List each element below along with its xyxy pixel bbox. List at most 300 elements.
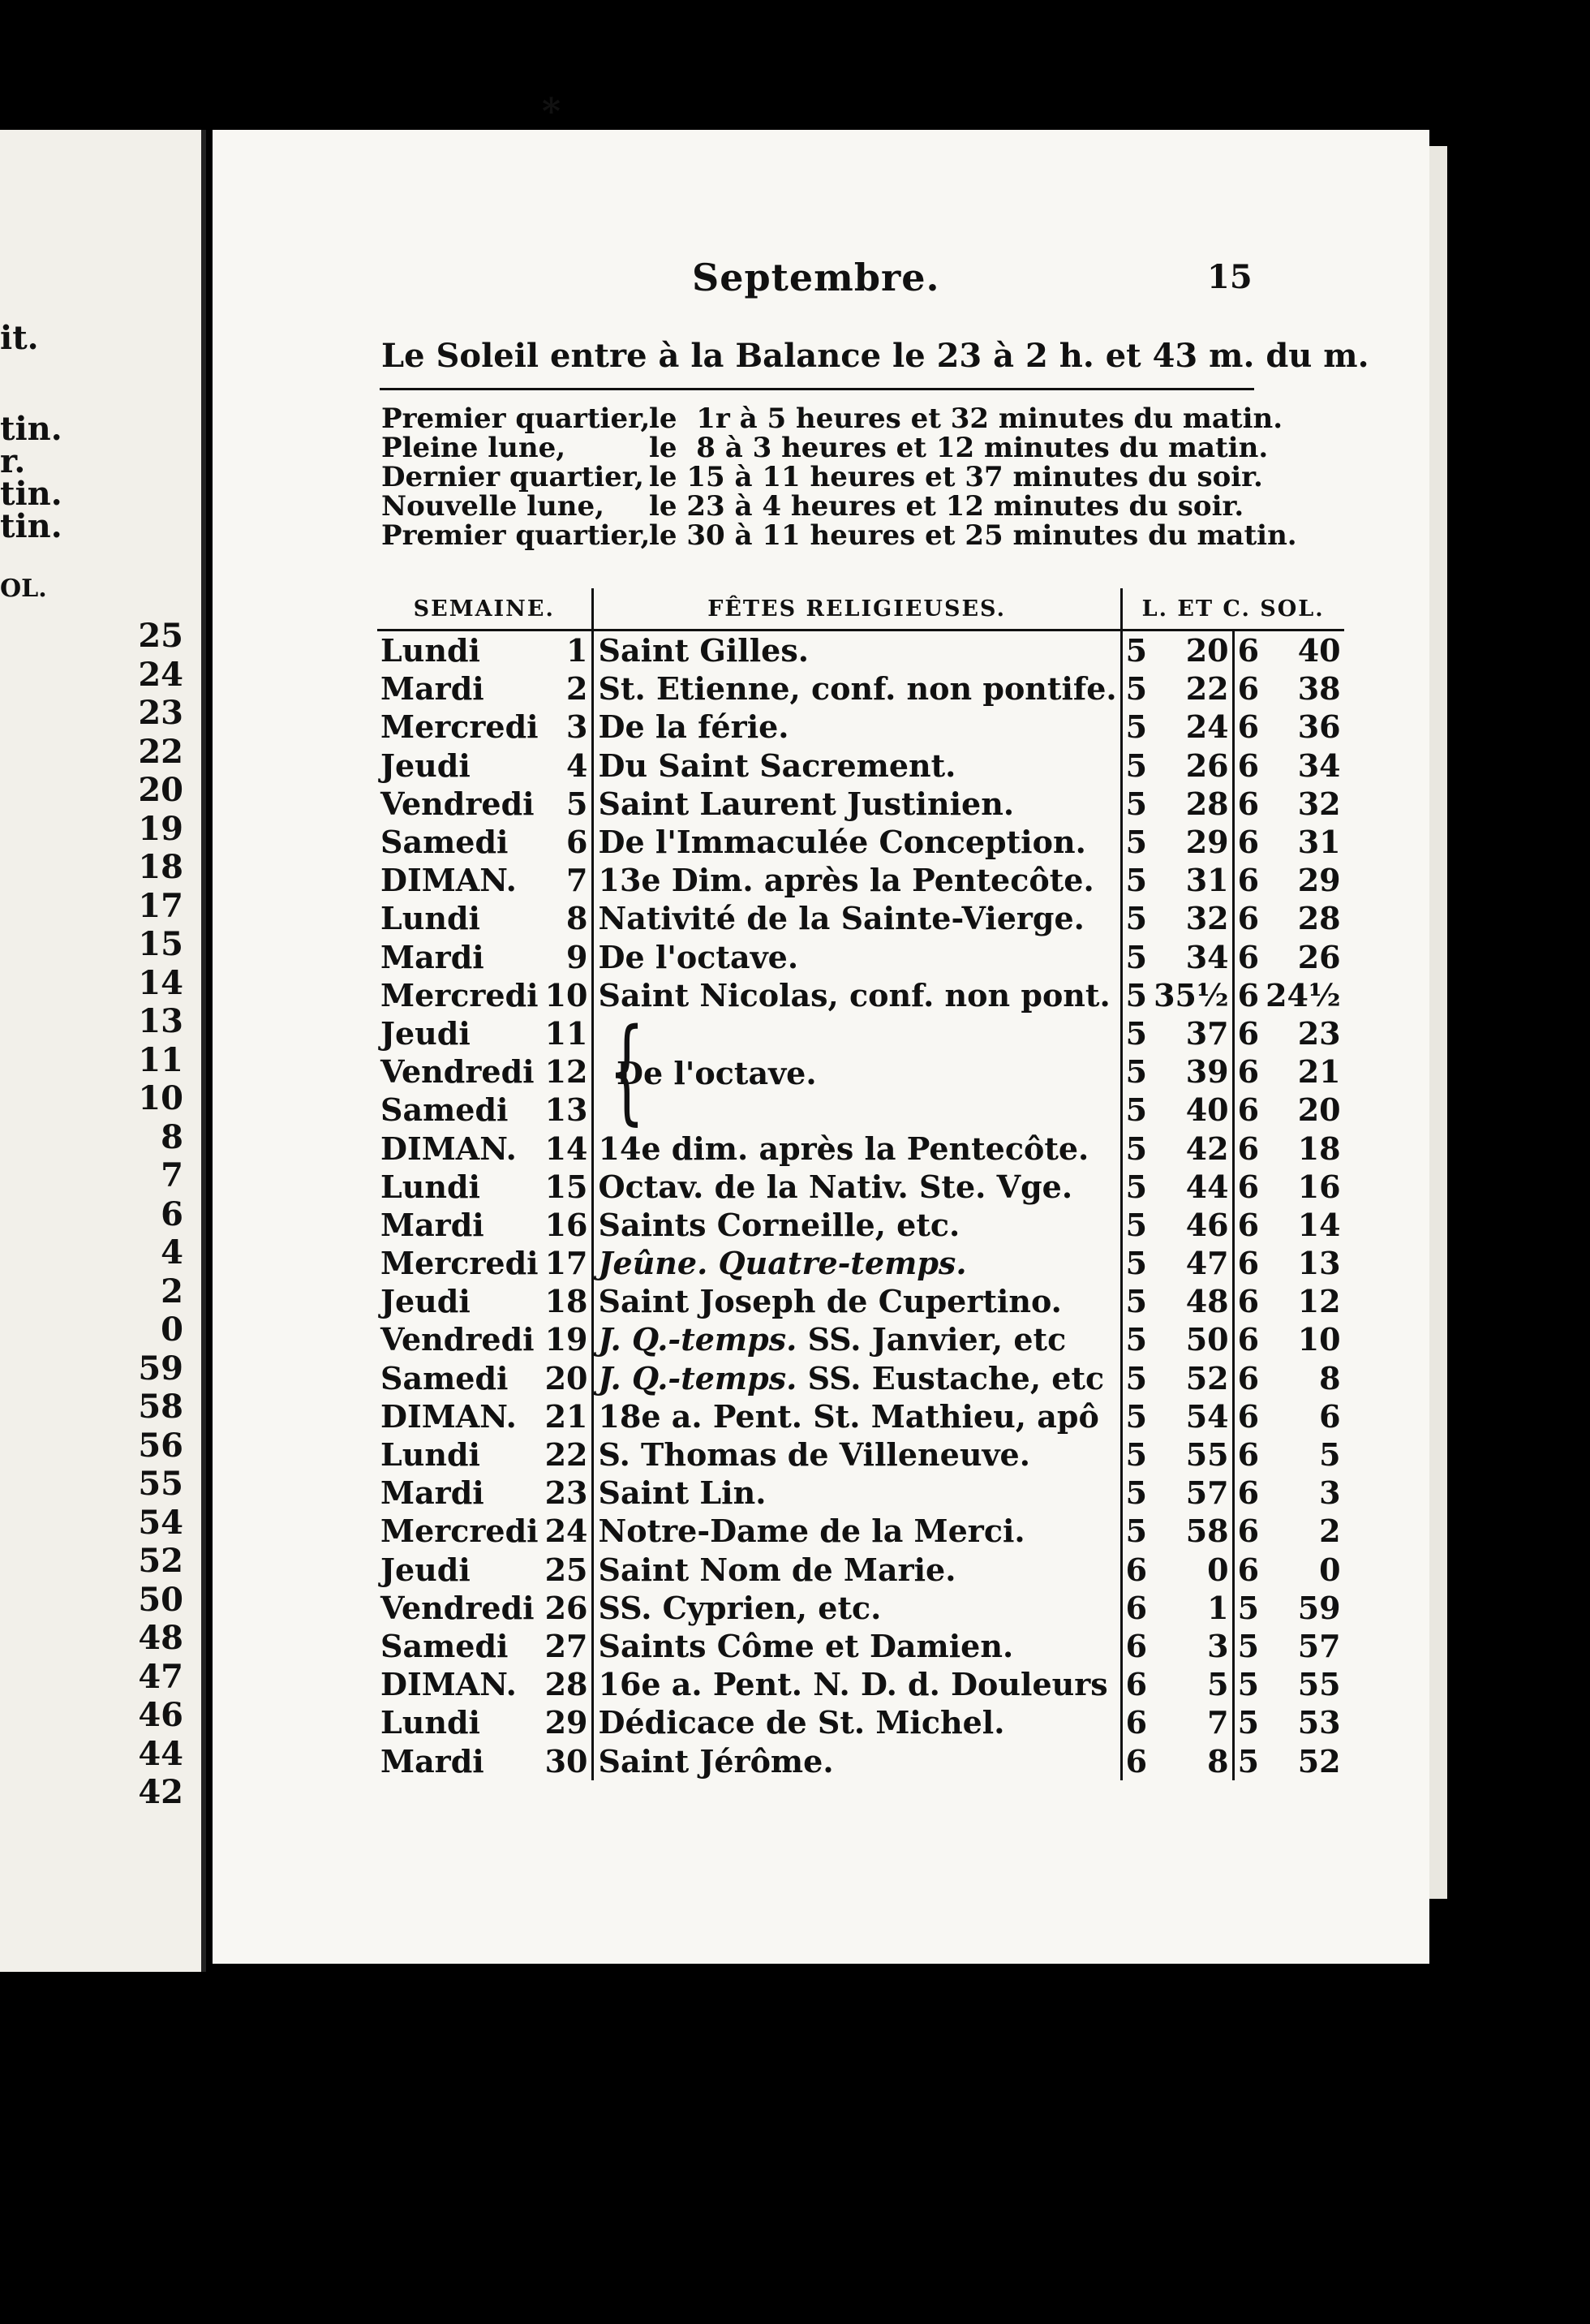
feast-cell [592, 785, 1121, 823]
feast-cell [592, 1091, 1121, 1129]
table-row [377, 1129, 1344, 1167]
date-cell: 17 [542, 1244, 592, 1282]
left-number: 56 [138, 1426, 183, 1465]
left-number: 13 [138, 1002, 183, 1040]
left-fragment-text: r. [0, 442, 26, 480]
left-number: 7 [161, 1156, 183, 1194]
sunset-hour-cell: 6 [1237, 1130, 1260, 1167]
sunrise-minute-cell: 50 [1150, 1320, 1233, 1358]
sunrise-hour-cell: 5 [1125, 670, 1148, 708]
sunset-minute-cell: 23 [1297, 1014, 1341, 1052]
date-cell: 19 [542, 1320, 592, 1358]
left-number: 18 [138, 848, 183, 886]
feast-text: St. Etienne, conf. non pontife. [598, 670, 1117, 708]
feast-cell [592, 1014, 1121, 1052]
sunrise-minute-cell: 48 [1150, 1282, 1233, 1320]
table-row [377, 1397, 1344, 1435]
table-row [377, 1359, 1344, 1397]
feast-cell [592, 630, 1121, 670]
date-cell: 2 [542, 669, 592, 708]
sunrise-minute-cell: 39 [1150, 1052, 1233, 1091]
sunrise-minute-cell: 29 [1150, 823, 1233, 861]
date-cell: 4 [542, 747, 592, 785]
brace-glyph: { [608, 1005, 645, 1137]
day-cell: Mardi [380, 1474, 484, 1512]
left-number: 50 [138, 1580, 183, 1619]
sunrise-minute-cell: 31 [1150, 861, 1233, 899]
feast-text: Saints Côme et Damien. [598, 1627, 1014, 1664]
feast-cell [592, 1474, 1121, 1512]
feast-text: Saint Nom de Marie. [598, 1551, 956, 1588]
sun-entry-line: Le Soleil entre à la Balance le 23 à 2 h. et 43 m. du m. [381, 337, 1369, 375]
day-cell: Mardi [380, 1742, 484, 1780]
feast-cell [592, 1703, 1121, 1741]
page-title: Septembre. [692, 256, 940, 299]
sunrise-minute-cell: 37 [1150, 1014, 1233, 1052]
sunset-minute-cell: 59 [1297, 1589, 1341, 1626]
sunrise-hour-cell: 5 [1125, 632, 1148, 669]
sunset-minute-cell: 53 [1297, 1704, 1341, 1741]
sunset-hour-cell: 6 [1237, 1436, 1260, 1474]
sunrise-hour-cell: 5 [1125, 1359, 1148, 1397]
left-number: 8 [161, 1117, 183, 1156]
sunset-minute-cell: 24½ [1266, 976, 1341, 1014]
sunrise-minute-cell: 47 [1150, 1244, 1233, 1282]
sunrise-hour-cell: 5 [1125, 1245, 1148, 1282]
date-cell: 13 [542, 1091, 592, 1129]
sunrise-hour-cell: 6 [1125, 1742, 1148, 1780]
sunset-hour-cell: 6 [1237, 1245, 1260, 1282]
left-number: 55 [138, 1465, 183, 1503]
feast-text: De la férie. [598, 708, 789, 746]
moon-phase-name: Nouvelle lune, [381, 490, 604, 523]
sunrise-hour-cell: 5 [1125, 708, 1148, 746]
feast-cell [592, 938, 1121, 976]
sunset-minute-cell: 28 [1297, 900, 1341, 937]
sunset-minute-cell: 20 [1297, 1091, 1341, 1129]
sunrise-hour-cell: 6 [1125, 1627, 1148, 1664]
sunset-hour-cell: 5 [1237, 1627, 1260, 1664]
sunset-hour-cell: 6 [1237, 824, 1260, 861]
day-cell: Samedi [380, 824, 509, 861]
sunrise-hour-cell: 5 [1125, 1436, 1148, 1474]
date-cell: 12 [542, 1052, 592, 1091]
moon-phase-name: Pleine lune, [381, 432, 566, 464]
sunrise-minute-cell: 34 [1150, 938, 1233, 976]
table-header-row [377, 588, 1344, 630]
sunrise-hour-cell: 5 [1125, 862, 1148, 899]
feast-text: SS. Cyprien, etc. [598, 1589, 882, 1626]
left-number: 11 [138, 1040, 183, 1079]
feast-cell [592, 1627, 1121, 1665]
sunset-minute-cell: 14 [1297, 1206, 1341, 1243]
moon-phases [381, 404, 1297, 550]
sunset-minute-cell: 3 [1319, 1474, 1341, 1512]
feast-text: Notre-Dame de la Merci. [598, 1513, 1025, 1550]
feast-text: SS. Janvier, etc [797, 1321, 1067, 1358]
sunrise-minute-cell: 26 [1150, 747, 1233, 785]
feast-text: 16e a. Pent. N. D. d. Douleurs [598, 1666, 1108, 1703]
sunset-minute-cell: 8 [1319, 1359, 1341, 1397]
octave-label: De l'octave. [617, 1055, 817, 1091]
table-row [377, 1091, 1344, 1129]
date-cell: 16 [542, 1206, 592, 1244]
table-row [377, 785, 1344, 823]
date-cell: 26 [542, 1589, 592, 1627]
moon-phase-time: le 30 à 11 heures et 25 minutes du matin. [649, 519, 1297, 552]
feast-text: 13e Dim. après la Pentecôte. [598, 862, 1094, 899]
date-cell: 23 [542, 1474, 592, 1512]
day-cell: DIMAN. [380, 1397, 517, 1435]
moon-phase-time: le 1r à 5 heures et 32 minutes du matin. [649, 402, 1283, 435]
table-row [377, 1627, 1344, 1665]
sunset-hour-cell: 6 [1237, 900, 1260, 937]
day-cell: Jeudi [380, 1014, 471, 1052]
sunset-hour-cell: 6 [1237, 670, 1260, 708]
sunrise-hour-cell: 5 [1125, 1091, 1148, 1129]
sunset-hour-cell: 6 [1237, 1014, 1260, 1052]
date-cell: 6 [542, 823, 592, 861]
sunset-minute-cell: 26 [1297, 938, 1341, 975]
table-row [377, 976, 1344, 1014]
sunset-hour-cell: 5 [1237, 1666, 1260, 1703]
sunrise-hour-cell: 5 [1125, 1053, 1148, 1091]
table-row [377, 1589, 1344, 1627]
feast-cell [592, 1168, 1121, 1206]
day-cell: Mercredi [380, 1513, 539, 1550]
date-cell: 30 [542, 1741, 592, 1780]
sunrise-hour-cell: 5 [1125, 785, 1148, 822]
date-cell: 1 [542, 630, 592, 670]
feast-cell [592, 899, 1121, 937]
feast-italic-text: J. Q.-temps. [598, 1321, 797, 1358]
sunset-hour-cell: 6 [1237, 785, 1260, 822]
feast-cell [592, 1282, 1121, 1320]
table-row [377, 823, 1344, 861]
left-number: 6 [161, 1194, 183, 1233]
feast-cell [592, 1589, 1121, 1627]
date-cell: 3 [542, 708, 592, 746]
table-row [377, 1703, 1344, 1741]
sunrise-hour-cell: 5 [1125, 1513, 1148, 1550]
sunset-hour-cell: 6 [1237, 1168, 1260, 1205]
sunset-hour-cell: 6 [1237, 938, 1260, 975]
table-row [377, 1435, 1344, 1474]
moon-phase-row [381, 433, 1297, 463]
date-cell: 22 [542, 1435, 592, 1474]
left-number: 14 [138, 963, 183, 1002]
sunrise-hour-cell: 6 [1125, 1666, 1148, 1703]
date-cell: 27 [542, 1627, 592, 1665]
moon-phase-row [381, 521, 1297, 550]
table-row [377, 669, 1344, 708]
feast-cell [592, 1359, 1121, 1397]
feast-text: De l'octave. [598, 938, 799, 975]
feast-italic-text: J. Q.-temps. [598, 1359, 797, 1397]
day-cell: Lundi [380, 900, 480, 937]
table-row [377, 747, 1344, 785]
day-cell: Jeudi [380, 1283, 471, 1320]
left-number: 46 [138, 1696, 183, 1734]
left-number: 2 [161, 1272, 183, 1310]
sunset-hour-cell: 6 [1237, 1321, 1260, 1358]
date-cell: 8 [542, 899, 592, 937]
day-cell: Vendredi [380, 1589, 535, 1626]
table-row [377, 1282, 1344, 1320]
day-cell: Samedi [380, 1627, 509, 1664]
sunset-minute-cell: 21 [1297, 1053, 1341, 1091]
left-number: 22 [138, 732, 183, 771]
table-row [377, 1168, 1344, 1206]
feast-cell [592, 861, 1121, 899]
feast-cell [592, 1512, 1121, 1550]
left-number: 42 [138, 1773, 183, 1811]
sunset-minute-cell: 29 [1297, 862, 1341, 899]
feast-text: Saints Corneille, etc. [598, 1206, 960, 1243]
feast-text: 14e dim. après la Pentecôte. [598, 1130, 1089, 1167]
left-number: 10 [138, 1079, 183, 1117]
day-cell: DIMAN. [380, 862, 517, 899]
table-row [377, 708, 1344, 746]
date-cell: 5 [542, 785, 592, 823]
left-number: 20 [138, 771, 183, 809]
sunset-minute-cell: 16 [1297, 1168, 1341, 1205]
feast-text: S. Thomas de Villeneuve. [598, 1436, 1030, 1474]
day-cell: Mardi [380, 938, 484, 975]
sunrise-minute-cell: 0 [1150, 1551, 1233, 1589]
left-number-column [138, 617, 183, 1812]
sunrise-hour-cell: 5 [1125, 1321, 1148, 1358]
sunrise-minute-cell: 35½ [1150, 976, 1233, 1014]
sunrise-minute-cell: 42 [1150, 1129, 1233, 1167]
table-row [377, 1244, 1344, 1282]
feast-cell [592, 1665, 1121, 1703]
day-cell: Mercredi [380, 708, 539, 746]
date-cell: 29 [542, 1703, 592, 1741]
sunrise-minute-cell: 22 [1150, 669, 1233, 708]
day-cell: DIMAN. [380, 1666, 517, 1703]
date-cell: 14 [542, 1129, 592, 1167]
feast-cell [592, 1397, 1121, 1435]
day-cell: Jeudi [380, 1551, 471, 1588]
moon-phase-row [381, 463, 1297, 492]
left-number: 54 [138, 1503, 183, 1542]
feast-cell [592, 1435, 1121, 1474]
table-row [377, 1320, 1344, 1358]
header-semaine: SEMAINE. [377, 588, 592, 630]
left-number: 48 [138, 1619, 183, 1657]
day-cell: Lundi [380, 1436, 480, 1474]
sunset-minute-cell: 40 [1297, 632, 1341, 669]
left-fragment-text: tin. [0, 507, 62, 545]
sunset-minute-cell: 36 [1297, 708, 1341, 746]
date-cell: 7 [542, 861, 592, 899]
feast-cell [592, 747, 1121, 785]
feast-cell [592, 669, 1121, 708]
left-fragment-text: OL. [0, 575, 47, 603]
sunrise-hour-cell: 5 [1125, 900, 1148, 937]
feast-cell [592, 708, 1121, 746]
sunrise-hour-cell: 5 [1125, 1014, 1148, 1052]
day-cell: Mercredi [380, 976, 539, 1014]
sunrise-minute-cell: 55 [1150, 1435, 1233, 1474]
sunset-hour-cell: 6 [1237, 1206, 1260, 1243]
sunrise-hour-cell: 5 [1125, 1168, 1148, 1205]
moon-phase-name: Premier quartier, [381, 519, 651, 552]
feast-cell [592, 1206, 1121, 1244]
sunset-hour-cell: 5 [1237, 1704, 1260, 1741]
sunset-minute-cell: 38 [1297, 670, 1341, 708]
sunset-hour-cell: 5 [1237, 1589, 1260, 1626]
date-cell: 21 [542, 1397, 592, 1435]
feast-text: Dédicace de St. Michel. [598, 1704, 1005, 1741]
feast-text: Saint Joseph de Cupertino. [598, 1283, 1062, 1320]
feast-text: De l'Immaculée Conception. [598, 824, 1086, 861]
day-cell: DIMAN. [380, 1130, 517, 1167]
sunrise-minute-cell: 44 [1150, 1168, 1233, 1206]
day-cell: Lundi [380, 632, 480, 669]
sunset-hour-cell: 6 [1237, 862, 1260, 899]
sunrise-hour-cell: 5 [1125, 1206, 1148, 1243]
sunrise-hour-cell: 5 [1125, 824, 1148, 861]
left-number: 52 [138, 1542, 183, 1580]
sunrise-minute-cell: 20 [1150, 630, 1233, 670]
page-number: 15 [1207, 258, 1253, 296]
sunset-hour-cell: 6 [1237, 1397, 1260, 1435]
moon-phase-row [381, 404, 1297, 433]
sunrise-minute-cell: 58 [1150, 1512, 1233, 1550]
sunset-hour-cell: 6 [1237, 1474, 1260, 1512]
sunrise-minute-cell: 54 [1150, 1397, 1233, 1435]
page-mark: * [542, 91, 561, 132]
table-row [377, 630, 1344, 670]
sunset-hour-cell: 6 [1237, 1359, 1260, 1397]
moon-phase-name: Dernier quartier, [381, 461, 645, 493]
header-soleil: L. ET C. SOL. [1121, 588, 1343, 630]
day-cell: Lundi [380, 1168, 480, 1205]
date-cell: 24 [542, 1512, 592, 1550]
table-row [377, 1052, 1344, 1091]
sunrise-minute-cell: 28 [1150, 785, 1233, 823]
moon-phase-time: le 15 à 11 heures et 37 minutes du soir. [649, 461, 1263, 493]
table-row [377, 899, 1344, 937]
sunrise-hour-cell: 6 [1125, 1551, 1148, 1588]
date-cell: 11 [542, 1014, 592, 1052]
table-row [377, 1551, 1344, 1589]
sunrise-hour-cell: 5 [1125, 1397, 1148, 1435]
page-edge [1429, 146, 1447, 1899]
sunset-minute-cell: 52 [1297, 1742, 1341, 1780]
sunrise-minute-cell: 40 [1150, 1091, 1233, 1129]
feast-text: SS. Eustache, etc [797, 1359, 1105, 1397]
date-cell: 28 [542, 1665, 592, 1703]
feast-text: Saint Jérôme. [598, 1742, 834, 1780]
table-row [377, 938, 1344, 976]
sunrise-hour-cell: 6 [1125, 1704, 1148, 1741]
left-number: 15 [138, 925, 183, 963]
sunset-hour-cell: 6 [1237, 1551, 1260, 1588]
day-cell: Lundi [380, 1704, 480, 1741]
sunrise-minute-cell: 3 [1150, 1627, 1233, 1665]
date-cell: 18 [542, 1282, 592, 1320]
sunrise-minute-cell: 8 [1150, 1741, 1233, 1780]
sunset-minute-cell: 31 [1297, 824, 1341, 861]
feast-cell [592, 823, 1121, 861]
sunset-minute-cell: 32 [1297, 785, 1341, 822]
left-number: 44 [138, 1734, 183, 1773]
feast-cell [592, 1244, 1121, 1282]
sunset-hour-cell: 5 [1237, 1742, 1260, 1780]
feast-cell [592, 1320, 1121, 1358]
left-number: 24 [138, 655, 183, 694]
feast-text: 18e a. Pent. St. Mathieu, apô [598, 1397, 1099, 1435]
table-row [377, 1741, 1344, 1780]
sunset-hour-cell: 6 [1237, 747, 1260, 784]
feast-text: Du Saint Sacrement. [598, 747, 956, 784]
table-row [377, 861, 1344, 899]
day-cell: Samedi [380, 1091, 509, 1129]
feast-cell [592, 1741, 1121, 1780]
date-cell: 10 [542, 976, 592, 1014]
table-row [377, 1474, 1344, 1512]
sunset-minute-cell: 6 [1319, 1397, 1341, 1435]
moon-phase-row [381, 492, 1297, 521]
sunrise-minute-cell: 46 [1150, 1206, 1233, 1244]
sunrise-hour-cell: 5 [1125, 1474, 1148, 1512]
sunset-minute-cell: 0 [1319, 1551, 1341, 1588]
sunset-minute-cell: 10 [1297, 1321, 1341, 1358]
left-number: 58 [138, 1388, 183, 1426]
day-cell: Jeudi [380, 747, 471, 784]
sunset-hour-cell: 6 [1237, 1283, 1260, 1320]
sunrise-minute-cell: 7 [1150, 1703, 1233, 1741]
left-number: 23 [138, 694, 183, 732]
left-page-fragment [0, 130, 206, 1972]
feast-italic-text: Jeûne. Quatre-temps. [598, 1245, 967, 1282]
header-fetes: FÊTES RELIGIEUSES. [592, 588, 1121, 630]
sunset-minute-cell: 13 [1297, 1245, 1341, 1282]
sunset-minute-cell: 2 [1319, 1513, 1341, 1550]
table-row [377, 1512, 1344, 1550]
moon-phase-time: le 23 à 4 heures et 12 minutes du soir. [649, 490, 1244, 523]
left-number: 25 [138, 617, 183, 655]
left-number: 17 [138, 886, 183, 925]
feast-cell [592, 1551, 1121, 1589]
sunrise-hour-cell: 5 [1125, 938, 1148, 975]
sunrise-hour-cell: 5 [1125, 976, 1148, 1014]
sunset-hour-cell: 6 [1237, 632, 1260, 669]
sunrise-minute-cell: 5 [1150, 1665, 1233, 1703]
feast-cell [592, 976, 1121, 1014]
day-cell: Mercredi [380, 1245, 539, 1282]
sunrise-hour-cell: 6 [1125, 1589, 1148, 1626]
sunset-minute-cell: 57 [1297, 1627, 1341, 1664]
sunrise-minute-cell: 57 [1150, 1474, 1233, 1512]
sunrise-hour-cell: 5 [1125, 1130, 1148, 1167]
left-fragment-text: it. [0, 319, 39, 357]
moon-phase-name: Premier quartier, [381, 402, 651, 435]
day-cell: Vendredi [380, 785, 535, 822]
sunrise-hour-cell: 5 [1125, 747, 1148, 784]
sunset-hour-cell: 6 [1237, 1513, 1260, 1550]
feast-cell [592, 1129, 1121, 1167]
sunset-hour-cell: 6 [1237, 1053, 1260, 1091]
day-cell: Vendredi [380, 1053, 535, 1091]
sunset-minute-cell: 55 [1297, 1666, 1341, 1703]
sunrise-minute-cell: 52 [1150, 1359, 1233, 1397]
day-cell: Samedi [380, 1359, 509, 1397]
date-cell: 20 [542, 1359, 592, 1397]
